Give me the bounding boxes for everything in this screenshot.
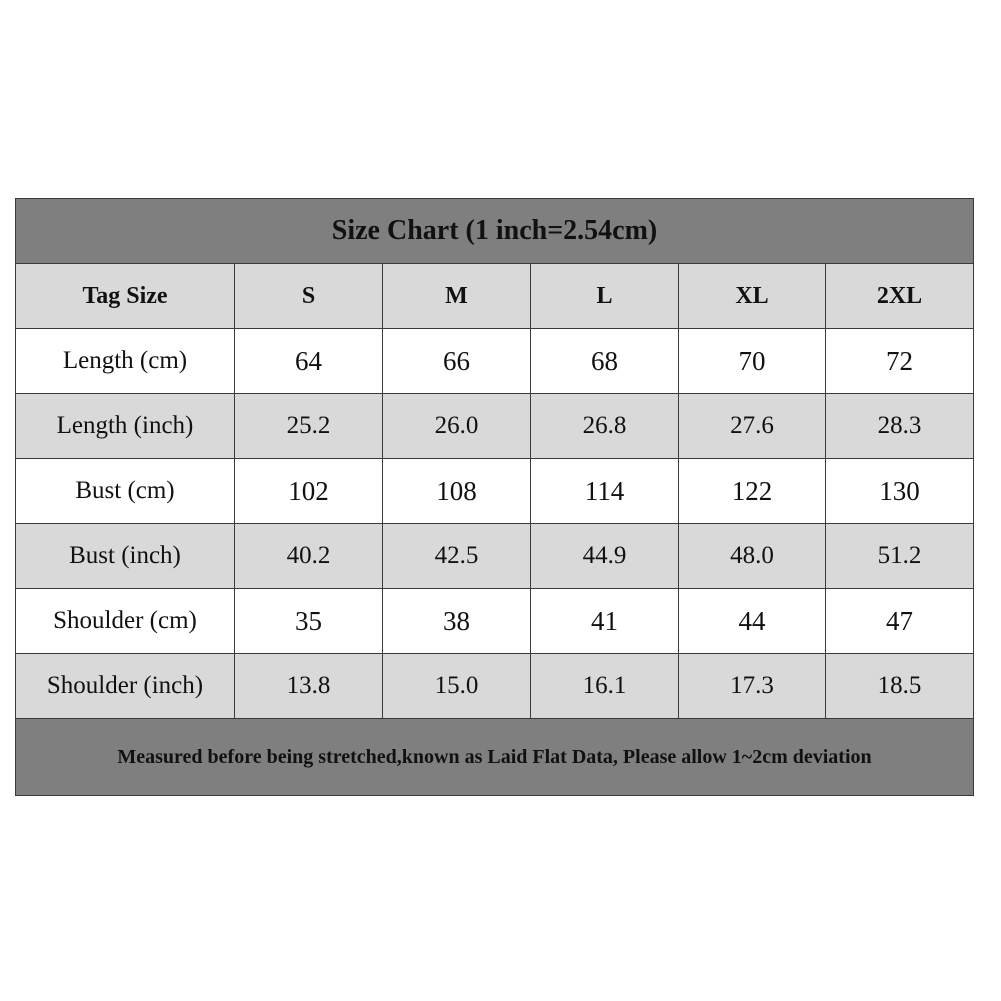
table-row (16, 654, 974, 719)
table-cell: 27.6 (679, 394, 826, 459)
row-label: Bust (cm) (16, 459, 235, 524)
table-cell: 68 (531, 329, 679, 394)
table-cell: 44.9 (531, 524, 679, 589)
header-row (16, 264, 974, 329)
footer-note: Measured before being stretched,known as Laid Flat Data, Please allow 1~2cm deviation (16, 719, 974, 796)
table-cell: 51.2 (826, 524, 974, 589)
table-cell: 13.8 (235, 654, 383, 719)
table-cell: 72 (826, 329, 974, 394)
size-header: L (531, 264, 679, 329)
table-cell: 108 (383, 459, 531, 524)
table-row (16, 394, 974, 459)
row-label: Length (cm) (16, 329, 235, 394)
table-cell: 122 (679, 459, 826, 524)
table-cell: 102 (235, 459, 383, 524)
table-row (16, 459, 974, 524)
row-label: Length (inch) (16, 394, 235, 459)
row-label: Shoulder (cm) (16, 589, 235, 654)
table-title: Size Chart (1 inch=2.54cm) (16, 199, 974, 264)
title-row (16, 199, 974, 264)
size-header: M (383, 264, 531, 329)
size-header: XL (679, 264, 826, 329)
table-cell: 38 (383, 589, 531, 654)
table-cell: 48.0 (679, 524, 826, 589)
row-label: Bust (inch) (16, 524, 235, 589)
row-label: Shoulder (inch) (16, 654, 235, 719)
header-label: Tag Size (16, 264, 235, 329)
table-cell: 25.2 (235, 394, 383, 459)
table-cell: 28.3 (826, 394, 974, 459)
size-header: 2XL (826, 264, 974, 329)
table-cell: 26.0 (383, 394, 531, 459)
footer-row (16, 719, 974, 796)
table-cell: 40.2 (235, 524, 383, 589)
table-cell: 70 (679, 329, 826, 394)
table-row (16, 329, 974, 394)
size-chart-table (15, 198, 974, 796)
table-cell: 17.3 (679, 654, 826, 719)
table-cell: 42.5 (383, 524, 531, 589)
table-cell: 64 (235, 329, 383, 394)
table-cell: 114 (531, 459, 679, 524)
table-cell: 66 (383, 329, 531, 394)
table-cell: 130 (826, 459, 974, 524)
table-cell: 15.0 (383, 654, 531, 719)
table-cell: 16.1 (531, 654, 679, 719)
table-cell: 41 (531, 589, 679, 654)
table-cell: 26.8 (531, 394, 679, 459)
table-cell: 35 (235, 589, 383, 654)
table-cell: 18.5 (826, 654, 974, 719)
size-header: S (235, 264, 383, 329)
table-cell: 47 (826, 589, 974, 654)
table-row (16, 589, 974, 654)
table-cell: 44 (679, 589, 826, 654)
table-row (16, 524, 974, 589)
